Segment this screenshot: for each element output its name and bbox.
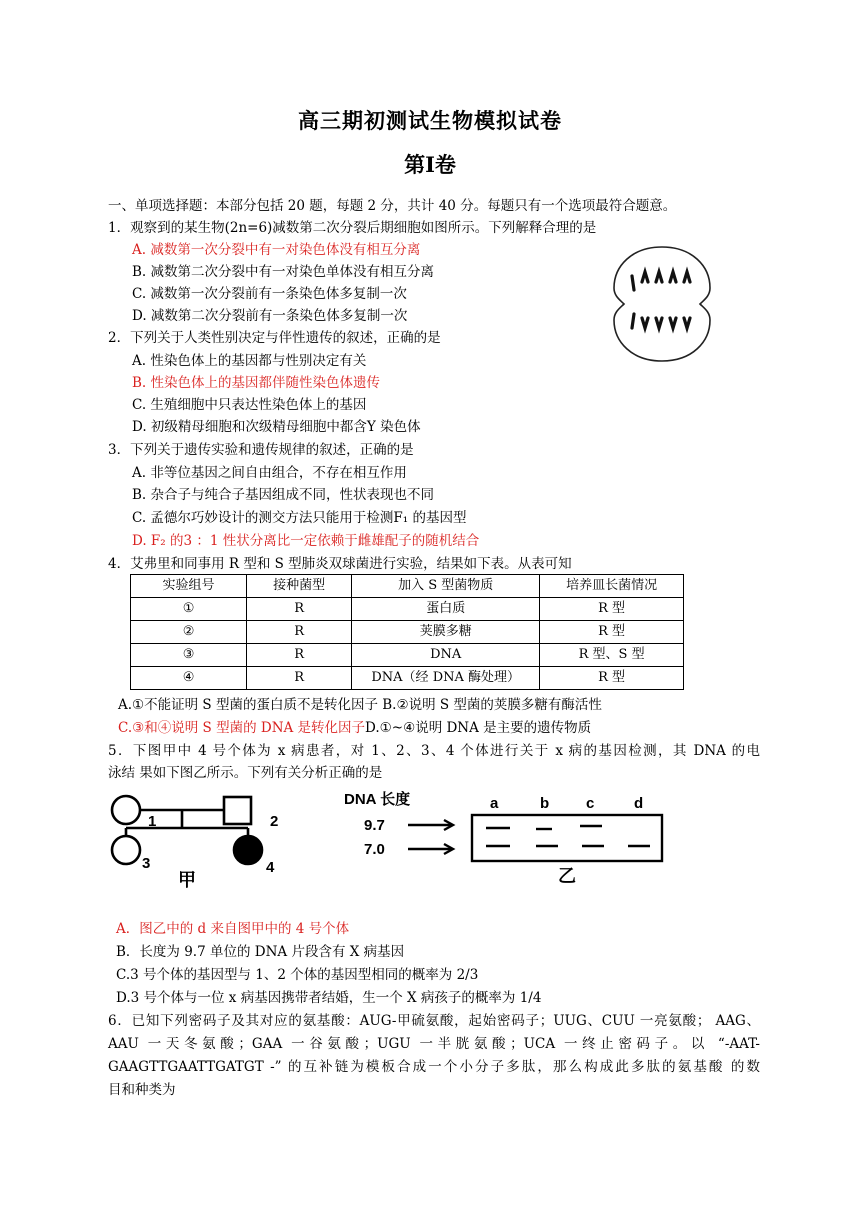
table-header: 加入 S 型菌物质: [352, 575, 540, 598]
table-header: 培养皿长菌情况: [540, 575, 684, 598]
question-3-option-a: A. 非等位基因之间自由组合，不存在相互作用: [132, 465, 407, 481]
question-2-option-a: A. 性染色体上的基因都与性别决定有关: [132, 353, 367, 369]
table-cell: R: [247, 644, 352, 667]
pedigree-label-4: 4: [266, 859, 275, 876]
question-6-line-2: AAU 一天冬氨酸；GAA 一谷氨酸；UGU 一半胱氨酸；UCA 一终止密码子。以 “-AAT-: [108, 1036, 760, 1052]
question-4-option-d: D.①~④说明 DNA 是主要的遗传物质: [365, 720, 592, 736]
table-cell: ①: [131, 598, 247, 621]
table-row: [131, 621, 684, 644]
gel-lane-d: d: [634, 795, 644, 812]
table-header-row: [131, 575, 684, 598]
table-cell: R 型: [540, 598, 684, 621]
question-2-option-b: B. 性染色体上的基因都伴随性染色体遗传: [132, 375, 381, 391]
electrophoresis-figure: [340, 786, 680, 886]
gel-lane-b: b: [540, 795, 550, 812]
question-3-stem: 3．下列关于遗传实验和遗传规律的叙述，正确的是: [108, 442, 414, 458]
page-title: 高三期初测试生物模拟试卷: [298, 108, 562, 133]
table-cell: 蛋白质: [352, 598, 540, 621]
question-2-option-c: C. 生殖细胞中只表达性染色体上的基因: [132, 397, 367, 413]
pedigree-figure: [100, 790, 300, 890]
question-5-option-a: A．图乙中的 d 来自图甲中的 4 号个体: [116, 921, 350, 937]
question-1-stem: 1．观察到的某生物(2n=6)减数第二次分裂后期细胞如图所示。下列解释合理的是: [108, 220, 597, 236]
gel-lane-a: a: [490, 795, 499, 812]
table-row: [131, 598, 684, 621]
question-4-option-c: C.③和④说明 S 型菌的 DNA 是转化因子: [118, 720, 366, 736]
table-row: [131, 667, 684, 690]
table-cell: DNA（经 DNA 酶处理）: [352, 667, 540, 690]
table-cell: ③: [131, 644, 247, 667]
table-cell: R 型、S 型: [540, 644, 684, 667]
pedigree-label-1: 1: [148, 813, 157, 830]
question-1-option-c: C. 减数第一次分裂前有一条染色体多复制一次: [132, 286, 407, 302]
question-5-option-d: D.3 号个体与一位 x 病基因携带者结婚，生一个 X 病孩子的概率为 1/4: [116, 990, 542, 1006]
question-4-stem: 4．艾弗里和同事用 R 型和 S 型肺炎双球菌进行实验，结果如下表。从表可知: [108, 556, 572, 572]
question-3-option-b: B. 杂合子与纯合子基因组成不同，性状表现也不同: [132, 487, 435, 503]
table-cell: 荚膜多糖: [352, 621, 540, 644]
question-1-option-a: A. 减数第一次分裂中有一对染色体没有相互分离: [132, 242, 421, 258]
table-cell: R 型: [540, 667, 684, 690]
gel-band-label-7-0: 7.0: [364, 841, 385, 858]
pedigree-caption: 甲: [178, 870, 196, 890]
table-cell: ④: [131, 667, 247, 690]
gel-band-label-9-7: 9.7: [364, 817, 385, 834]
question-3-option-d: D. F₂ 的3 ：1 性状分离比一定依赖于雌雄配子的随机结合: [132, 533, 480, 549]
table-header: 实验组号: [131, 575, 247, 598]
question-1-option-b: B. 减数第二次分裂中有一对染色单体没有相互分离: [132, 264, 435, 280]
question-4-options-cd: [118, 717, 591, 739]
question-2-stem: 2．下列关于人类性别决定与伴性遗传的叙述，正确的是: [108, 330, 441, 346]
section-instructions: 一、单项选择题：本部分包括 20 题，每题 2 分，共计 40 分。每题只有一个选项最符合题意。: [108, 198, 677, 214]
experiment-table: [130, 574, 684, 690]
gel-caption: 乙: [558, 866, 576, 886]
question-1-option-d: D. 减数第二次分裂前有一条染色体多复制一次: [132, 308, 408, 324]
section-title: 第Ⅰ卷: [404, 152, 456, 177]
question-4-options-ab: A.①不能证明 S 型菌的蛋白质不是转化因子 B.②说明 S 型菌的荚膜多糖有酶活性: [118, 697, 602, 713]
table-cell: R: [247, 667, 352, 690]
gel-lane-c: c: [586, 795, 595, 812]
question-5-stem-line-2: 泳结 果如下图乙所示。下列有关分析正确的是: [108, 765, 383, 781]
question-5-stem-line-1: 5．下图甲中 4 号个体为 x 病患者，对 1、2、3、4 个体进行关于 x 病的基因检测，其 DNA 的电: [108, 743, 760, 759]
question-2-option-d: D. 初级精母细胞和次级精母细胞中都含Y 染色体: [132, 419, 421, 435]
table-row: [131, 644, 684, 667]
question-3-option-c: C. 孟德尔巧妙设计的测交方法只能用于检测F₁ 的基因型: [132, 510, 467, 526]
question-6-line-3: GAAGTTGAATTGATGT -” 的互补链为模板合成一个小分子多肽，那么构成此多肽的氨基酸 的数: [108, 1059, 760, 1075]
table-header: 接种菌型: [247, 575, 352, 598]
table-cell: R: [247, 621, 352, 644]
pedigree-label-3: 3: [142, 855, 151, 872]
cell-division-figure: [608, 244, 716, 364]
table-cell: ②: [131, 621, 247, 644]
table-cell: R 型: [540, 621, 684, 644]
table-cell: R: [247, 598, 352, 621]
question-6-line-4: 目和种类为: [108, 1082, 176, 1098]
pedigree-label-2: 2: [270, 813, 279, 830]
gel-title: DNA 长度: [344, 791, 411, 808]
question-5-option-c: C.3 号个体的基因型与 1、2 个体的基因型相同的概率为 2/3: [116, 967, 479, 983]
question-5-option-b: B．长度为 9.7 单位的 DNA 片段含有 X 病基因: [116, 944, 405, 960]
question-6-line-1: 6．已知下列密码子及其对应的氨基酸：AUG-甲硫氨酸，起始密码子；UUG、CUU 一亮氨酸； AAG、: [108, 1013, 760, 1029]
table-cell: DNA: [352, 644, 540, 667]
